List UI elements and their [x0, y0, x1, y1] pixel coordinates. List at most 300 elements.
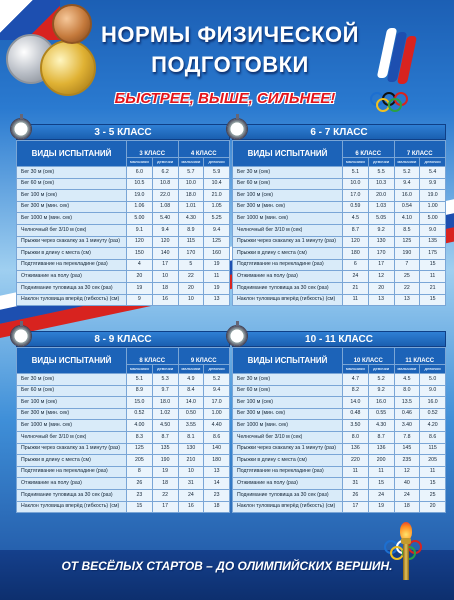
table-row — [233, 259, 446, 271]
norm-value: 8.4 — [178, 385, 204, 397]
norm-value: 14 — [204, 478, 230, 490]
norm-value: 205 — [127, 455, 153, 467]
stopwatch-icon — [10, 325, 32, 347]
norm-value: 22.0 — [152, 190, 178, 202]
norm-value: 22 — [178, 271, 204, 283]
norm-value: 3.40 — [394, 420, 420, 432]
norm-value: 6.0 — [127, 167, 153, 179]
test-column-header: ВИДЫ ИСПЫТАНИЙ — [17, 141, 127, 167]
norm-value: 17 — [368, 259, 394, 271]
table-row — [17, 455, 230, 467]
norm-value: 10.3 — [368, 178, 394, 190]
test-name: Бег 60 м (сек) — [17, 178, 127, 190]
norm-value: 1.00 — [204, 408, 230, 420]
norm-value: 8.0 — [394, 385, 420, 397]
test-name: Бег 300 м (мин. сек) — [233, 408, 343, 420]
norm-value: 25 — [394, 271, 420, 283]
stopwatch-icon — [226, 118, 248, 140]
test-name: Прыжки через скакалку за 1 минуту (раз) — [17, 236, 127, 248]
norm-value: 24 — [343, 271, 369, 283]
olympic-rings-icon — [370, 92, 420, 112]
norm-value: 10.0 — [178, 178, 204, 190]
test-column-header: ВИДЫ ИСПЫТАНИЙ — [17, 348, 127, 374]
norm-value: 5.2 — [204, 374, 230, 386]
norm-value: 18 — [204, 501, 230, 513]
norm-value: 15 — [420, 294, 446, 306]
norm-value: 0.52 — [420, 408, 446, 420]
norm-value: 1.02 — [152, 408, 178, 420]
norm-value: 18.0 — [152, 397, 178, 409]
norm-value: 9 — [127, 294, 153, 306]
test-name: Наклон туловища вперёд (гибкость) (см) — [17, 294, 127, 306]
test-name: Поднимание туловища за 30 сек (раз) — [17, 489, 127, 501]
norm-value: 15.0 — [127, 397, 153, 409]
panel-grades-3-5 — [16, 124, 230, 306]
norm-value: 4.9 — [178, 374, 204, 386]
norm-value: 16 — [178, 501, 204, 513]
norm-value: 3.50 — [343, 420, 369, 432]
norm-value: 1.05 — [204, 201, 230, 213]
norm-value: 9.2 — [368, 385, 394, 397]
test-name: Подтягивание на перекладине (раз) — [233, 259, 343, 271]
norm-value: 13 — [394, 294, 420, 306]
table-row — [17, 248, 230, 260]
norm-value: 5.9 — [204, 167, 230, 179]
table-row — [233, 213, 446, 225]
table-row — [17, 167, 230, 179]
norm-value: 40 — [394, 478, 420, 490]
norm-value: 5.1 — [343, 167, 369, 179]
norm-value: 21.0 — [204, 190, 230, 202]
norm-value: 24 — [368, 489, 394, 501]
norm-value: 23 — [204, 489, 230, 501]
norm-value: 8.1 — [178, 431, 204, 443]
class-column-header: 10 КЛАСС — [343, 348, 395, 365]
test-name: Подтягивание на перекладине (раз) — [233, 466, 343, 478]
norm-value: 9.7 — [152, 385, 178, 397]
norm-value: 17 — [152, 259, 178, 271]
norm-value: 5.5 — [368, 167, 394, 179]
norm-value: 4.30 — [178, 213, 204, 225]
gender-subheader: мальчики — [178, 158, 204, 167]
norm-value: 15 — [368, 478, 394, 490]
table-row — [233, 178, 446, 190]
norm-value: 7.8 — [394, 431, 420, 443]
class-column-header: 4 КЛАСС — [178, 141, 230, 158]
test-name: Бег 100 м (сек) — [233, 190, 343, 202]
test-name: Бег 300 м (мин. сек) — [17, 201, 127, 213]
norm-value: 1.06 — [127, 201, 153, 213]
norm-value: 4.50 — [152, 420, 178, 432]
table-row — [17, 489, 230, 501]
test-name: Бег 100 м (сек) — [233, 397, 343, 409]
norm-value: 15 — [420, 259, 446, 271]
test-name: Бег 300 м (мин. сек) — [17, 408, 127, 420]
norm-value: 20.0 — [368, 190, 394, 202]
norm-value: 10.5 — [127, 178, 153, 190]
norm-value: 0.54 — [394, 201, 420, 213]
norm-value: 17 — [152, 501, 178, 513]
test-name: Прыжки в длину с места (см) — [233, 248, 343, 260]
norm-value: 9.1 — [127, 224, 153, 236]
test-name: Челночный бег 3/10 м (сек) — [17, 431, 127, 443]
norm-value: 120 — [152, 236, 178, 248]
norm-value: 6.2 — [152, 167, 178, 179]
test-name: Бег 300 м (мин. сек) — [233, 201, 343, 213]
table-row — [17, 385, 230, 397]
norm-value: 19.0 — [420, 190, 446, 202]
norm-value: 205 — [420, 455, 446, 467]
table-row — [17, 259, 230, 271]
gender-subheader: девочки — [152, 158, 178, 167]
norm-value: 5.00 — [420, 213, 446, 225]
test-name: Отжимание на полу (раз) — [233, 478, 343, 490]
table-row — [233, 466, 446, 478]
norm-value: 8.2 — [343, 385, 369, 397]
norm-value: 1.00 — [420, 201, 446, 213]
norm-value: 9.9 — [420, 178, 446, 190]
norm-value: 4.5 — [394, 374, 420, 386]
norm-value: 8.3 — [127, 431, 153, 443]
norm-value: 20 — [368, 282, 394, 294]
norms-table — [16, 347, 230, 513]
slogan: БЫСТРЕЕ, ВЫШЕ, СИЛЬНЕЕ! — [114, 90, 336, 107]
test-name: Бег 60 м (сек) — [233, 178, 343, 190]
norm-value: 10.0 — [343, 178, 369, 190]
test-name: Поднимание туловища за 30 сек (раз) — [17, 282, 127, 294]
norm-value: 31 — [178, 478, 204, 490]
norm-value: 11 — [420, 466, 446, 478]
norm-value: 19.0 — [127, 190, 153, 202]
gender-subheader: девочки — [368, 365, 394, 374]
table-row — [233, 489, 446, 501]
test-name: Челночный бег 3/10 м (сек) — [17, 224, 127, 236]
table-row — [17, 478, 230, 490]
norm-value: 10.4 — [204, 178, 230, 190]
norms-table — [232, 347, 446, 513]
gender-subheader: девочки — [420, 158, 446, 167]
table-row — [233, 236, 446, 248]
gender-subheader: девочки — [368, 158, 394, 167]
table-row — [233, 294, 446, 306]
test-name: Бег 30 м (сек) — [17, 167, 127, 179]
norm-value: 9.0 — [420, 385, 446, 397]
norm-value: 0.48 — [343, 408, 369, 420]
footer-motto: ОТ ВЕСЁЛЫХ СТАРТОВ – ДО ОЛИМПИЙСКИХ ВЕРШИН. — [61, 559, 393, 573]
norm-value: 19 — [152, 466, 178, 478]
norm-value: 12 — [368, 271, 394, 283]
test-name: Челночный бег 3/10 м (сек) — [233, 431, 343, 443]
norm-value: 5.7 — [178, 167, 204, 179]
norm-value: 4.40 — [204, 420, 230, 432]
norm-value: 26 — [127, 478, 153, 490]
norm-value: 0.59 — [343, 201, 369, 213]
table-row — [17, 224, 230, 236]
norm-value: 140 — [204, 443, 230, 455]
norm-value: 16.0 — [420, 397, 446, 409]
gender-subheader: мальчики — [394, 158, 420, 167]
table-row — [17, 213, 230, 225]
norm-value: 9.4 — [152, 224, 178, 236]
norm-value: 26 — [343, 489, 369, 501]
norm-value: 5.2 — [368, 374, 394, 386]
grade-title: 8 - 9 КЛАСС — [16, 331, 230, 347]
gender-subheader: девочки — [204, 365, 230, 374]
norm-value: 136 — [343, 443, 369, 455]
torch-icon — [398, 522, 414, 582]
table-row — [17, 271, 230, 283]
norm-value: 5.3 — [152, 374, 178, 386]
norm-value: 5.1 — [127, 374, 153, 386]
norm-value: 170 — [178, 248, 204, 260]
stopwatch-icon — [10, 118, 32, 140]
test-name: Наклон туловища вперёд (гибкость) (см) — [233, 294, 343, 306]
norm-value: 4.00 — [127, 420, 153, 432]
test-name: Бег 1000 м (мин. сек) — [17, 213, 127, 225]
norm-value: 22 — [152, 489, 178, 501]
norm-value: 17.0 — [204, 397, 230, 409]
norm-value: 145 — [394, 443, 420, 455]
norm-value: 8.0 — [343, 431, 369, 443]
norm-value: 5.2 — [394, 167, 420, 179]
gender-subheader: мальчики — [343, 158, 369, 167]
test-name: Наклон туловища вперёд (гибкость) (см) — [17, 501, 127, 513]
table-row — [233, 248, 446, 260]
norm-value: 20 — [127, 271, 153, 283]
norm-value: 18 — [152, 282, 178, 294]
panel-grades-8-9 — [16, 331, 230, 513]
norm-value: 11 — [420, 271, 446, 283]
table-row — [17, 431, 230, 443]
norm-value: 18 — [394, 501, 420, 513]
table-row — [233, 501, 446, 513]
norm-value: 5.4 — [420, 167, 446, 179]
norm-value: 24 — [178, 489, 204, 501]
norm-value: 5 — [178, 259, 204, 271]
test-name: Прыжки через скакалку за 1 минуту (раз) — [233, 443, 343, 455]
test-name: Бег 30 м (сек) — [233, 374, 343, 386]
norm-value: 4 — [127, 259, 153, 271]
norm-value: 13 — [204, 466, 230, 478]
norm-value: 22 — [394, 282, 420, 294]
table-row — [233, 431, 446, 443]
test-name: Бег 1000 м (мин. сек) — [233, 213, 343, 225]
gender-subheader: мальчики — [127, 158, 153, 167]
test-name: Отжимание на полу (раз) — [17, 271, 127, 283]
norm-value: 4.20 — [420, 420, 446, 432]
norm-value: 19 — [204, 282, 230, 294]
norms-table — [232, 140, 446, 306]
table-row — [233, 374, 446, 386]
table-row — [233, 443, 446, 455]
test-name: Прыжки в длину с места (см) — [17, 248, 127, 260]
table-row — [233, 420, 446, 432]
norm-value: 150 — [127, 248, 153, 260]
grade-title: 6 - 7 КЛАСС — [232, 124, 446, 140]
norm-value: 8.9 — [178, 224, 204, 236]
test-name: Отжимание на полу (раз) — [233, 271, 343, 283]
norm-value: 8.6 — [204, 431, 230, 443]
test-name: Бег 1000 м (мин. сек) — [17, 420, 127, 432]
page-title-line2: ПОДГОТОВКИ — [151, 52, 309, 77]
norm-value: 12 — [394, 466, 420, 478]
norm-value: 8 — [127, 466, 153, 478]
norm-value: 17 — [343, 501, 369, 513]
norm-value: 120 — [343, 236, 369, 248]
table-row — [233, 167, 446, 179]
table-row — [17, 501, 230, 513]
gender-subheader: мальчики — [394, 365, 420, 374]
norm-value: 24 — [394, 489, 420, 501]
norm-value: 4.5 — [343, 213, 369, 225]
stopwatch-icon — [226, 325, 248, 347]
test-name: Прыжки в длину с места (см) — [17, 455, 127, 467]
norm-value: 1.08 — [152, 201, 178, 213]
class-column-header: 11 КЛАСС — [394, 348, 446, 365]
class-column-header: 9 КЛАСС — [178, 348, 230, 365]
table-row — [233, 224, 446, 236]
norm-value: 115 — [420, 443, 446, 455]
norm-value: 1.01 — [178, 201, 204, 213]
norm-value: 4.30 — [368, 420, 394, 432]
norm-value: 5.0 — [420, 374, 446, 386]
norm-value: 220 — [343, 455, 369, 467]
test-column-header: ВИДЫ ИСПЫТАНИЙ — [233, 141, 343, 167]
norm-value: 18.0 — [178, 190, 204, 202]
norm-value: 5.25 — [204, 213, 230, 225]
test-name: Подтягивание на перекладине (раз) — [17, 259, 127, 271]
norm-value: 0.50 — [178, 408, 204, 420]
norm-value: 13 — [204, 294, 230, 306]
norm-value: 9.4 — [204, 224, 230, 236]
norms-table — [16, 140, 230, 306]
table-row — [233, 190, 446, 202]
table-row — [233, 455, 446, 467]
test-name: Поднимание туловища за 30 сек (раз) — [233, 489, 343, 501]
test-name: Прыжки через скакалку за 1 минуту (раз) — [17, 443, 127, 455]
header — [0, 0, 454, 118]
norm-value: 11 — [368, 466, 394, 478]
norm-value: 16 — [152, 294, 178, 306]
norm-value: 175 — [420, 248, 446, 260]
test-name: Бег 30 м (сек) — [17, 374, 127, 386]
norm-value: 9.4 — [204, 385, 230, 397]
grade-title: 10 - 11 КЛАСС — [232, 331, 446, 347]
table-row — [17, 420, 230, 432]
norm-value: 14.0 — [178, 397, 204, 409]
norm-value: 13.5 — [394, 397, 420, 409]
norm-value: 19 — [204, 259, 230, 271]
table-row — [233, 408, 446, 420]
table-row — [17, 201, 230, 213]
test-name: Бег 100 м (сек) — [17, 190, 127, 202]
norm-value: 115 — [178, 236, 204, 248]
test-name: Подтягивание на перекладине (раз) — [17, 466, 127, 478]
norm-value: 8.7 — [152, 431, 178, 443]
gender-subheader: девочки — [420, 365, 446, 374]
norm-value: 20 — [420, 501, 446, 513]
panel-grades-6-7 — [232, 124, 446, 306]
norm-value: 16.0 — [394, 190, 420, 202]
page-title-line1: НОРМЫ ФИЗИЧЕСКОЙ — [101, 22, 359, 47]
table-row — [17, 236, 230, 248]
norm-value: 5.40 — [152, 213, 178, 225]
table-row — [233, 201, 446, 213]
norm-value: 6 — [343, 259, 369, 271]
norm-value: 15 — [127, 501, 153, 513]
norm-value: 160 — [204, 248, 230, 260]
norm-value: 125 — [394, 236, 420, 248]
norm-value: 180 — [343, 248, 369, 260]
norm-value: 16.0 — [368, 397, 394, 409]
norm-value: 8.9 — [127, 385, 153, 397]
norm-value: 136 — [368, 443, 394, 455]
norm-value: 19 — [368, 501, 394, 513]
norm-value: 5.00 — [127, 213, 153, 225]
table-row — [17, 294, 230, 306]
norm-value: 11 — [204, 271, 230, 283]
gender-subheader: девочки — [204, 158, 230, 167]
class-column-header: 6 КЛАСС — [343, 141, 395, 158]
test-name: Бег 30 м (сек) — [233, 167, 343, 179]
norm-value: 10.8 — [152, 178, 178, 190]
panel-grades-10-11 — [232, 331, 446, 513]
norm-value: 5.05 — [368, 213, 394, 225]
norm-value: 120 — [127, 236, 153, 248]
norm-value: 21 — [420, 282, 446, 294]
table-row — [233, 385, 446, 397]
table-row — [17, 397, 230, 409]
norm-value: 0.55 — [368, 408, 394, 420]
gender-subheader: мальчики — [178, 365, 204, 374]
norm-value: 210 — [178, 455, 204, 467]
norm-value: 11 — [343, 294, 369, 306]
norm-value: 31 — [343, 478, 369, 490]
table-row — [17, 190, 230, 202]
norm-value: 190 — [152, 455, 178, 467]
norm-value: 135 — [152, 443, 178, 455]
table-row — [233, 478, 446, 490]
test-name: Челночный бег 3/10 м (сек) — [233, 224, 343, 236]
class-column-header: 8 КЛАСС — [127, 348, 179, 365]
norm-value: 10 — [178, 294, 204, 306]
norm-value: 10 — [152, 271, 178, 283]
norm-value: 140 — [152, 248, 178, 260]
norm-value: 135 — [420, 236, 446, 248]
norm-value: 9.4 — [394, 178, 420, 190]
norm-value: 130 — [368, 236, 394, 248]
norm-value: 8.6 — [420, 431, 446, 443]
norm-value: 4.7 — [343, 374, 369, 386]
norm-value: 125 — [204, 236, 230, 248]
norm-value: 11 — [343, 466, 369, 478]
table-row — [17, 178, 230, 190]
norm-value: 13 — [368, 294, 394, 306]
test-name: Прыжки через скакалку за 1 минуту (раз) — [233, 236, 343, 248]
norm-value: 8.5 — [394, 224, 420, 236]
gender-subheader: мальчики — [343, 365, 369, 374]
table-row — [233, 397, 446, 409]
norm-value: 17.0 — [343, 190, 369, 202]
test-name: Бег 60 м (сек) — [233, 385, 343, 397]
norm-value: 200 — [368, 455, 394, 467]
class-column-header: 7 КЛАСС — [394, 141, 446, 158]
norm-value: 8.7 — [368, 431, 394, 443]
table-row — [17, 466, 230, 478]
test-name: Бег 100 м (сек) — [17, 397, 127, 409]
norm-value: 19 — [127, 282, 153, 294]
test-name: Поднимание туловища за 30 сек (раз) — [233, 282, 343, 294]
